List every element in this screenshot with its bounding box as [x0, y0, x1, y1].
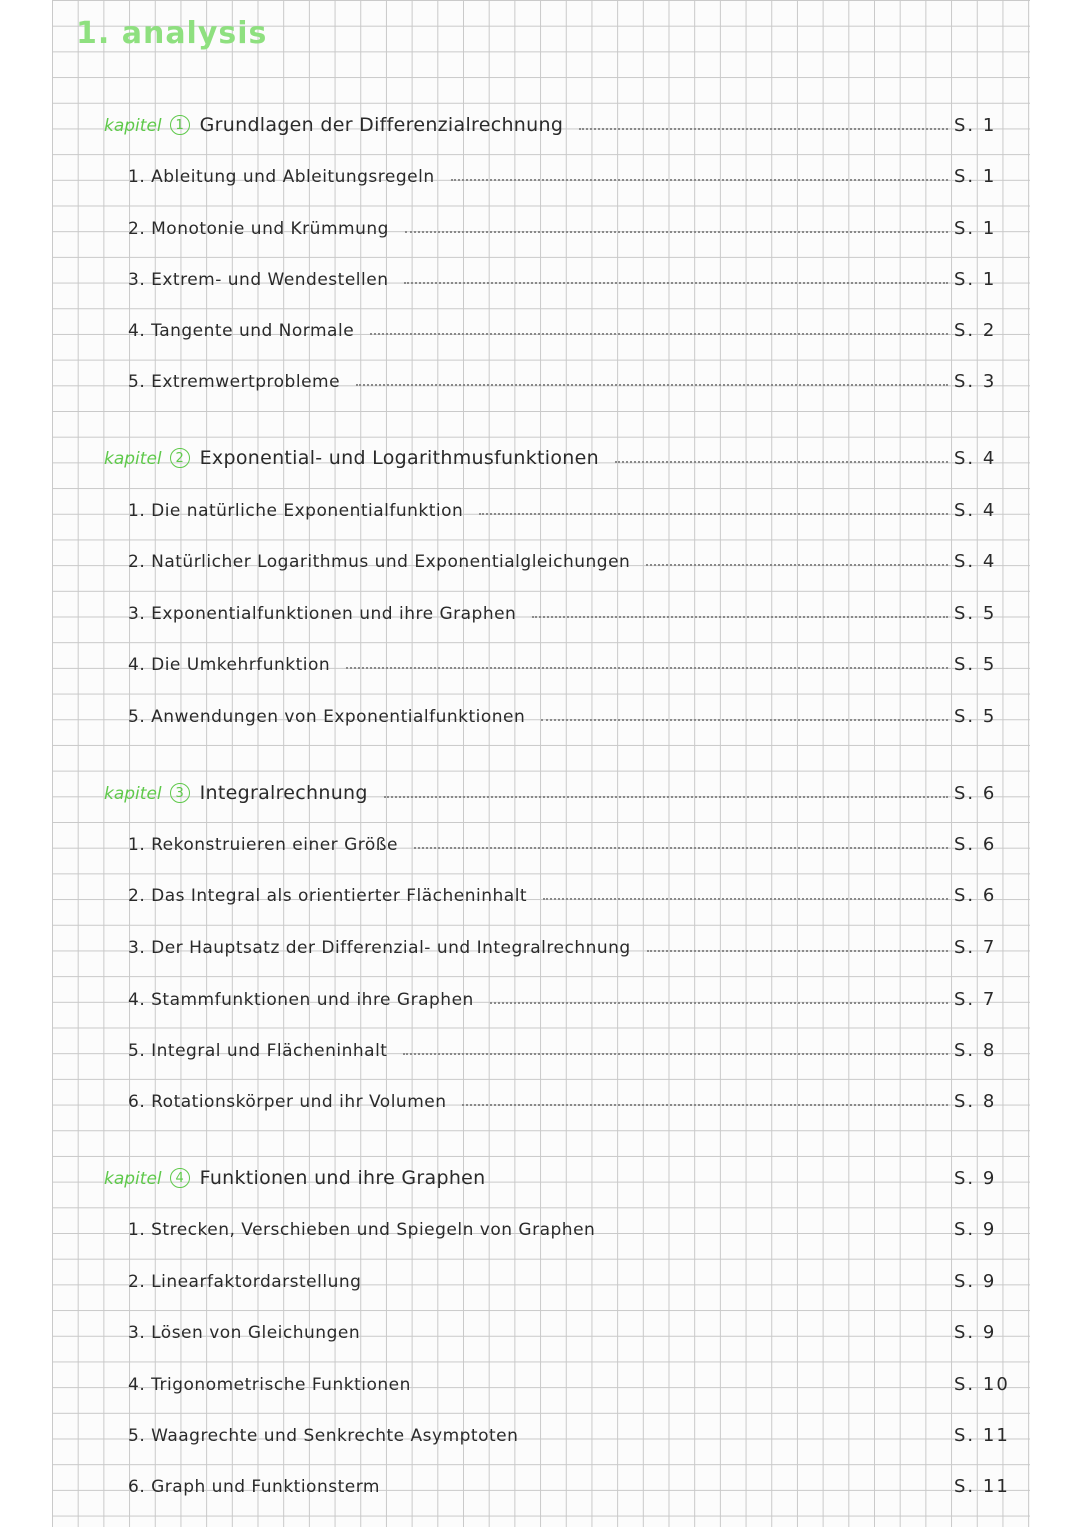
page-reference: S. 1 [954, 115, 997, 136]
blank-leader [534, 1438, 948, 1440]
page-reference: S. 2 [954, 320, 997, 341]
section-title: 2. Natürlicher Logarithmus und Exponentialgleichungen [128, 552, 631, 572]
chapter-number-circle: 4 [170, 1168, 190, 1188]
toc-entry [128, 1418, 1010, 1446]
section-title: 2. Das Integral als orientierter Flächeninhalt [128, 886, 528, 906]
section-title: 5. Waagrechte und Senkrechte Asymptoten [128, 1426, 519, 1446]
page-reference: S. 4 [954, 500, 997, 521]
chapter-title: Exponential- und Logarithmusfunktionen [199, 447, 599, 469]
page-reference: S. 4 [954, 448, 997, 469]
toc-entry [128, 982, 1000, 1010]
dotted-leader [490, 1002, 948, 1004]
blank-leader [611, 1232, 948, 1234]
section-title: 5. Extremwertprobleme [128, 372, 341, 392]
dotted-leader [404, 282, 948, 284]
page-title: 1. analysis [76, 16, 268, 51]
page-reference: S. 3 [954, 371, 997, 392]
chapter-heading [104, 108, 1000, 136]
toc-entry [128, 313, 1000, 341]
chapter-label: kapitel [104, 449, 162, 469]
page-reference: S. 9 [954, 1168, 997, 1189]
toc-entry [128, 596, 1000, 624]
chapter-number-circle: 1 [170, 115, 190, 135]
section-title: 5. Integral und Flächeninhalt [128, 1041, 388, 1061]
section-title: 3. Extrem- und Wendestellen [128, 270, 389, 290]
page-reference: S. 8 [954, 1091, 997, 1112]
page-reference: S. 9 [954, 1271, 997, 1292]
page-reference: S. 5 [954, 654, 997, 675]
toc-entry [128, 493, 1000, 521]
toc-entry [128, 364, 1000, 392]
dotted-leader [615, 461, 948, 463]
toc-entry [128, 262, 1000, 290]
section-title: 3. Der Hauptsatz der Differenzial- und Integralrechnung [128, 938, 631, 958]
chapter-title: Funktionen und ihre Graphen [199, 1167, 486, 1189]
toc-entry [128, 699, 1000, 727]
chapter-label: kapitel [104, 116, 162, 136]
dotted-leader [405, 231, 948, 233]
section-title: 4. Tangente und Normale [128, 321, 355, 341]
section-title: 4. Trigonometrische Funktionen [128, 1375, 411, 1395]
dotted-leader [403, 1053, 948, 1055]
section-title: 2. Linearfaktordarstellung [128, 1272, 362, 1292]
blank-leader [396, 1489, 948, 1491]
dotted-leader [541, 719, 948, 721]
blank-leader [427, 1387, 948, 1389]
page-reference: S. 7 [954, 989, 997, 1010]
dotted-leader [647, 950, 948, 952]
toc-entry [128, 1367, 1010, 1395]
section-title: 1. Rekonstruieren einer Größe [128, 835, 398, 855]
toc-entry [128, 211, 1000, 239]
dotted-leader [414, 847, 948, 849]
toc-entry [128, 544, 1000, 572]
section-title: 2. Monotonie und Krümmung [128, 219, 389, 239]
dotted-leader [346, 667, 948, 669]
section-title: 1. Ableitung und Ableitungsregeln [128, 167, 435, 187]
toc-entry [128, 1212, 1000, 1240]
toc-entry [128, 647, 1000, 675]
toc-entry [128, 1469, 1010, 1497]
section-title: 6. Graph und Funktionsterm [128, 1477, 380, 1497]
blank-leader [377, 1284, 948, 1286]
dotted-leader [646, 564, 948, 566]
chapter-title: Integralrechnung [199, 782, 368, 804]
chapter-heading [104, 441, 1000, 469]
toc-entry [128, 1315, 1000, 1343]
section-title: 1. Die natürliche Exponentialfunktion [128, 501, 464, 521]
page-reference: S. 11 [954, 1425, 1010, 1446]
chapter-label: kapitel [104, 784, 162, 804]
toc-entry [128, 1084, 1000, 1112]
dotted-leader [543, 898, 948, 900]
chapter-heading [104, 1161, 1000, 1189]
page-reference: S. 7 [954, 937, 997, 958]
dotted-leader [479, 513, 948, 515]
chapter-title: Grundlagen der Differenzialrechnung [199, 114, 564, 136]
dotted-leader [356, 384, 948, 386]
toc-entry [128, 878, 1000, 906]
toc-entry [128, 827, 1000, 855]
page-reference: S. 1 [954, 218, 997, 239]
page-reference: S. 9 [954, 1322, 997, 1343]
page-reference: S. 5 [954, 603, 997, 624]
chapter-label: kapitel [104, 1169, 162, 1189]
section-title: 4. Die Umkehrfunktion [128, 655, 331, 675]
page-reference: S. 10 [954, 1374, 1010, 1395]
page-reference: S. 9 [954, 1219, 997, 1240]
blank-leader [502, 1181, 948, 1183]
page-reference: S. 6 [954, 885, 997, 906]
section-title: 3. Exponentialfunktionen und ihre Graphen [128, 604, 517, 624]
section-title: 5. Anwendungen von Exponentialfunktionen [128, 707, 526, 727]
chapter-number-circle: 2 [170, 448, 190, 468]
page-reference: S. 8 [954, 1040, 997, 1061]
page-reference: S. 1 [954, 166, 997, 187]
page-reference: S. 6 [954, 834, 997, 855]
section-title: 4. Stammfunktionen und ihre Graphen [128, 990, 474, 1010]
section-title: 3. Lösen von Gleichungen [128, 1323, 361, 1343]
toc-entry [128, 930, 1000, 958]
toc-entry [128, 159, 1000, 187]
section-title: 6. Rotationskörper und ihr Volumen [128, 1092, 447, 1112]
toc-entry [128, 1033, 1000, 1061]
page-reference: S. 6 [954, 783, 997, 804]
section-title: 1. Strecken, Verschieben und Spiegeln von Graphen [128, 1220, 596, 1240]
page-reference: S. 1 [954, 269, 997, 290]
dotted-leader [451, 179, 948, 181]
page-reference: S. 5 [954, 706, 997, 727]
dotted-leader [532, 616, 948, 618]
chapter-number-circle: 3 [170, 783, 190, 803]
chapter-heading [104, 776, 1000, 804]
blank-leader [376, 1335, 948, 1337]
dotted-leader [384, 796, 948, 798]
dotted-leader [579, 128, 948, 130]
page-reference: S. 11 [954, 1476, 1010, 1497]
dotted-leader [462, 1104, 948, 1106]
dotted-leader [370, 333, 948, 335]
page-reference: S. 4 [954, 551, 997, 572]
toc-entry [128, 1264, 1000, 1292]
